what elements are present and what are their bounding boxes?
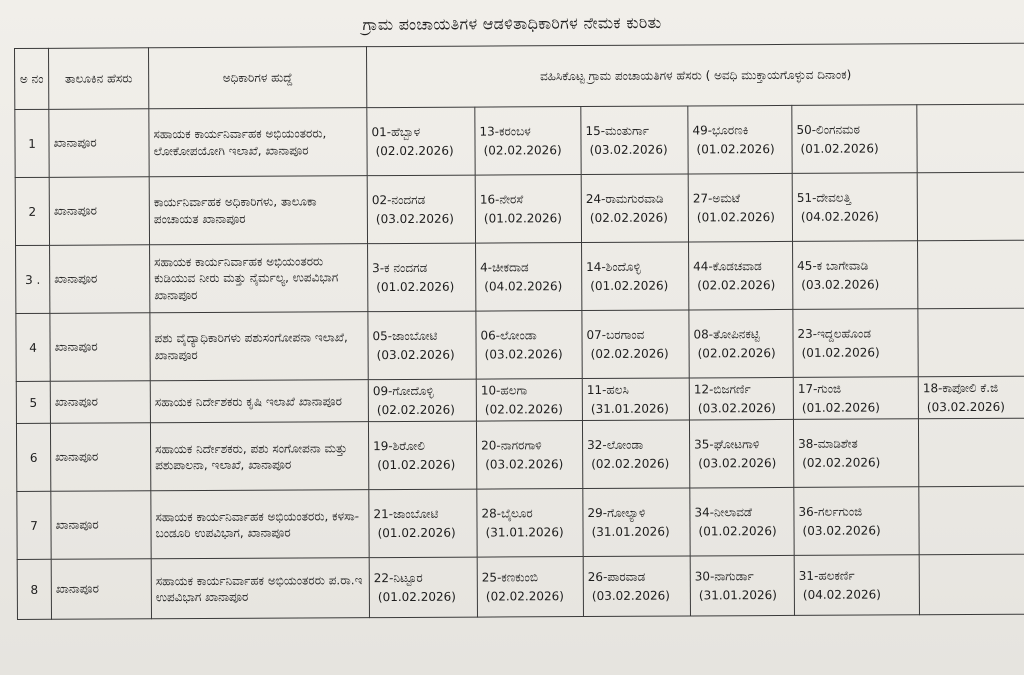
table-body (15, 104, 1024, 619)
term-end-date: (02.02.2026) (484, 401, 564, 417)
officer-post-cell: ಸಹಾಯಕ ಕಾರ್ಯನಿರ್ವಾಹಕ ಅಭಿಯಂತರರು, ಲೋಕೋಪಯೋಗಿ ಇಲಾಖೆ, ಖಾನಾಪೂರ (149, 108, 367, 177)
header-gram-panchayat-names: ವಹಿಸಿಕೊಟ್ಟ ಗ್ರಾಮ ಪಂಚಾಯತಿಗಳ ಹೆಸರು ( ಅವಧಿ ಮುಕ್ತಾಯಗೊಳ್ಳುವ ದಿನಾಂಕ) (366, 43, 1024, 107)
gram-panchayat-name: 36-ಗರ್ಲಗುಂಜಿ (798, 504, 863, 519)
officer-post-cell: ಸಹಾಯಕ ಕಾರ್ಯನಿರ್ವಾಹಕ ಅಭಿಯಂತರರು ಪ.ರಾ.ಇ ಉಪವಿಭಾಗ ಖಾನಾಪೂರ (151, 558, 369, 619)
gram-panchayat-name: 38-ಮಾಡಿಶೇತ (798, 436, 858, 451)
gram-panchayat-cell (793, 377, 918, 420)
gram-panchayat-name: 18-ಕಾಪೋಲಿ ಕೆ.ಜಿ (922, 380, 999, 396)
serial-number-cell: 7 (17, 492, 51, 560)
gram-panchayat-name: 20-ನಾಗರಗಾಳಿ (481, 438, 542, 453)
term-end-date: (01.02.2026) (698, 523, 777, 539)
gram-panchayat-cell (918, 418, 1024, 487)
term-end-date: (03.02.2026) (376, 347, 455, 362)
table-row (17, 554, 1024, 619)
table-row (15, 104, 1024, 177)
gram-panchayat-cell (369, 489, 477, 558)
term-end-date: (02.02.2026) (590, 346, 669, 361)
taluk-name-cell: ಖಾನಾಪೂರ (50, 313, 150, 382)
gram-panchayat-name: 05-ಜಾಂಬೋಟಿ (372, 328, 438, 344)
gram-panchayat-cell (477, 489, 583, 558)
gram-panchayat-name: 16-ನೇರಸೆ (479, 192, 524, 207)
gram-panchayat-cell (583, 488, 690, 557)
gram-panchayat-name: 21-ಜಾಂಬೋಟಿ (373, 506, 439, 522)
gram-panchayat-cell (918, 240, 1024, 309)
term-end-date: (02.02.2026) (802, 455, 881, 470)
term-end-date: (03.02.2026) (484, 346, 563, 362)
term-end-date: (02.02.2026) (591, 456, 670, 471)
gram-panchayat-cell (477, 557, 583, 618)
taluk-name-cell: ಖಾನಾಪೂರ (51, 559, 151, 620)
gram-panchayat-name: 13-ಕರಂಬಳ (479, 124, 531, 139)
term-end-date: (03.02.2026) (591, 588, 670, 603)
serial-number-cell: 2 (15, 177, 49, 245)
term-end-date: (01.02.2026) (696, 141, 775, 156)
term-end-date: (03.02.2026) (801, 276, 880, 292)
gram-panchayat-cell (690, 488, 794, 557)
gram-panchayat-cell (917, 104, 1024, 173)
gram-panchayat-name: 15-ಮಂತುರ್ಗಾ (585, 123, 649, 138)
term-end-date: (02.02.2026) (697, 277, 776, 292)
gram-panchayat-cell (476, 311, 582, 380)
gram-panchayat-name: 11-ಹಲಸಿ (586, 382, 629, 398)
gram-panchayat-cell (919, 486, 1024, 555)
gram-panchayat-cell (688, 173, 792, 242)
gram-panchayat-name: 14-ಶಿಂದೊಳ್ಳಿ (586, 259, 641, 274)
gram-panchayat-name: 27-ಅಮಟೆ (692, 191, 741, 206)
gram-panchayat-cell (369, 557, 477, 618)
gram-panchayat-name: 25-ಕಣಕುಂಬಿ (481, 570, 538, 585)
gram-panchayat-name: 08-ತೋಪಿನಕಟ್ಟಿ (693, 327, 760, 342)
gram-panchayat-cell (583, 556, 690, 617)
term-end-date: (01.02.2026) (800, 140, 879, 156)
gram-panchayat-cell (689, 309, 793, 378)
serial-number-cell: 6 (16, 424, 50, 492)
term-end-date: (01.02.2026) (377, 589, 456, 604)
term-end-date (923, 520, 1022, 521)
gram-panchayat-name: 29-ಗೋಲ್ಯಾಳಿ (587, 505, 646, 521)
term-end-date: (03.02.2026) (926, 399, 1006, 414)
gram-panchayat-cell (367, 175, 475, 244)
term-end-date: (04.02.2026) (484, 278, 563, 294)
gram-panchayat-cell (475, 175, 581, 244)
term-end-date: (01.02.2026) (696, 209, 776, 224)
gram-panchayat-cell (581, 106, 688, 175)
taluk-name-cell: ಖಾನಾಪೂರ (50, 245, 150, 314)
term-end-date (923, 342, 1022, 343)
gram-panchayat-name: 30-ನಾಗುರ್ಡಾ (694, 569, 754, 584)
gram-panchayat-name: 12-ಬಿಜಗರ್ಣಿ (693, 382, 751, 397)
gram-panchayat-cell (368, 379, 476, 422)
term-end-date: (01.02.2026) (590, 278, 669, 293)
gram-panchayat-name: 17-ಗುಂಜಿ (797, 381, 842, 396)
gram-panchayat-cell (582, 420, 689, 489)
officer-post-cell: ಸಹಾಯಕ ಕಾರ್ಯನಿರ್ವಾಹಕ ಅಭಿಯಂತರರು ಕುಡಿಯುವ ನೀರು ಮತ್ತು ನೈರ್ಮಲ್ಯ, ಉಪವಿಭಾಗ ಖಾನಾಪೂರ (150, 244, 368, 313)
table-row (16, 418, 1024, 491)
officer-post-cell: ಸಹಾಯಕ ನಿರ್ದೇಶಕರು, ಪಶು ಸಂಗೋಪನಾ ಮತ್ತು ಪಶುಪಾಲನಾ, ಇಲಾಖೆ, ಖಾನಾಪೂರ (150, 422, 368, 491)
gram-panchayat-cell (792, 173, 917, 242)
term-end-date: (31.01.2026) (698, 587, 777, 603)
header-serial-number: ಅ ನಂ (15, 48, 49, 109)
taluk-name-cell: ಖಾನಾಪೂರ (51, 491, 151, 560)
term-end-date (922, 206, 1021, 207)
gram-panchayat-cell (581, 174, 688, 243)
gram-panchayat-cell (689, 241, 793, 310)
term-end-date: (03.02.2026) (375, 211, 455, 226)
term-end-date: (01.02.2026) (377, 525, 456, 540)
gram-panchayat-cell (793, 419, 918, 488)
gram-panchayat-name: 3-ಕ ನಂದಗಡ (372, 260, 428, 276)
gram-panchayat-cell (689, 377, 793, 420)
gram-panchayat-name: 32-ಲೋಂಡಾ (587, 437, 644, 453)
term-end-date: (01.02.2026) (801, 344, 880, 360)
term-end-date: (03.02.2026) (802, 523, 881, 538)
term-end-date: (01.02.2026) (376, 279, 455, 294)
term-end-date (921, 138, 1020, 139)
term-end-date: (02.02.2026) (376, 402, 456, 417)
gram-panchayat-cell (476, 379, 582, 422)
term-end-date: (31.01.2026) (485, 524, 564, 540)
gram-panchayat-name: 35-ಘೋಟಗಾಳಿ (694, 437, 760, 452)
term-end-date: (03.02.2026) (697, 400, 777, 416)
term-end-date: (31.01.2026) (590, 401, 670, 416)
taluk-name-cell: ಖಾನಾಪೂರ (50, 423, 150, 492)
table-row (16, 240, 1024, 313)
term-end-date: (02.02.2026) (589, 210, 669, 225)
serial-number-cell: 1 (15, 109, 49, 177)
officer-post-cell: ಸಹಾಯಕ ನಿರ್ದೇಶಕರು ಕೃಷಿ ಇಲಾಖೆ ಖಾನಾಪೂರ (150, 380, 368, 423)
gram-panchayat-name: 06-ಲೋಂಡಾ (480, 328, 537, 343)
term-end-date: (02.02.2026) (375, 143, 454, 158)
serial-number-cell: 8 (17, 559, 51, 619)
term-end-date: (01.02.2026) (483, 210, 563, 226)
term-end-date (924, 584, 1023, 585)
gram-panchayat-cell (690, 556, 794, 617)
gram-panchayat-name: 07-ಬರಗಾಂವ (586, 327, 645, 342)
term-end-date: (03.02.2026) (485, 456, 564, 472)
term-end-date: (04.02.2026) (800, 208, 880, 224)
gram-panchayat-name: 34-ನೀಲಾವಡೆ (694, 505, 753, 520)
gram-panchayat-cell (919, 554, 1024, 615)
gram-panchayat-cell (368, 243, 476, 312)
serial-number-cell: 5 (16, 381, 50, 423)
table-row (16, 308, 1024, 381)
gram-panchayat-cell (793, 309, 918, 378)
term-end-date: (04.02.2026) (802, 587, 881, 602)
officer-appointment-table (14, 43, 1024, 620)
header-officer-post: ಅಧಿಕಾರಿಗಳ ಹುದ್ದೆ (149, 47, 367, 109)
table-row (17, 486, 1024, 559)
gram-panchayat-cell (582, 310, 689, 379)
table-row (15, 172, 1024, 245)
taluk-name-cell: ಖಾನಾಪೂರ (50, 381, 150, 424)
serial-number-cell: 3 . (16, 245, 50, 313)
term-end-date: (02.02.2026) (485, 588, 564, 604)
gram-panchayat-name: 23-ಇದ್ದಲಹೊಂಡ (797, 326, 871, 341)
gram-panchayat-cell (918, 376, 1024, 419)
gram-panchayat-cell (475, 107, 581, 176)
header-row (15, 43, 1024, 109)
officer-post-cell: ಪಶು ವೈದ್ಯಾಧಿಕಾರಿಗಳು ಪಶುಸಂಗೋಪನಾ ಇಲಾಖೆ, ಖಾನಾಪೂರ (150, 312, 368, 381)
gram-panchayat-name: 02-ನಂದಗಡ (371, 192, 426, 208)
term-end-date: (02.02.2026) (697, 345, 776, 360)
gram-panchayat-cell (368, 421, 476, 490)
gram-panchayat-cell (688, 105, 792, 174)
gram-panchayat-cell (367, 107, 475, 176)
gram-panchayat-name: 49-ಭೂರಣಕಿ (692, 123, 749, 138)
gram-panchayat-name: 51-ದೇವಲತ್ತಿ (796, 190, 851, 205)
officer-post-cell: ಸಹಾಯಕ ಕಾರ್ಯನಿರ್ವಾಹಕ ಅಭಿಯಂತರರು, ಕಳಸಾ-ಬಂಡೂರಿ ಉಪವಿಭಾಗ, ಖಾನಾಪೂರ (151, 490, 369, 559)
gram-panchayat-name: 19-ಶಿರೋಲಿ (373, 438, 425, 454)
term-end-date: (31.01.2026) (591, 524, 670, 539)
term-end-date: (01.02.2026) (377, 457, 456, 472)
gram-panchayat-name: 09-ಗೋದೊಳ್ಳಿ (372, 383, 434, 399)
gram-panchayat-name: 4-ಚೀಕದಾಡ (480, 260, 529, 275)
gram-panchayat-cell (918, 308, 1024, 377)
term-end-date (923, 452, 1022, 453)
gram-panchayat-cell (582, 378, 689, 421)
gram-panchayat-name: 22-ನಿಟ್ಟೂರ (373, 570, 423, 586)
table-row (16, 376, 1024, 423)
gram-panchayat-cell (476, 243, 582, 312)
term-end-date: (03.02.2026) (698, 455, 777, 471)
header-taluk-name: ತಾಲೂಕಿನ ಹೆಸರು (49, 48, 149, 110)
gram-panchayat-name: 24-ರಾಮಗುರವಾಡಿ (585, 191, 664, 206)
gram-panchayat-name: 44-ಕೊಡಚವಾಡ (693, 258, 762, 274)
taluk-name-cell: ಖಾನಾಪೂರ (49, 177, 149, 246)
gram-panchayat-name: 28-ಬೈಲೂರ (481, 506, 533, 521)
term-end-date: (02.02.2026) (483, 142, 562, 158)
gram-panchayat-name: 01-ಹೆಬ್ಬಾಳ (371, 124, 421, 140)
gram-panchayat-name: 31-ಹಲಕರ್ಣಿ (798, 568, 855, 583)
gram-panchayat-cell (792, 105, 917, 174)
gram-panchayat-cell (917, 172, 1024, 241)
document-title: ಗ್ರಾಮ ಪಂಚಾಯತಿಗಳ ಆಡಳಿತಾಧಿಕಾರಿಗಳ ನೇಮಕ ಕುರಿತು (362, 12, 662, 35)
gram-panchayat-name: 10-ಹಲಗಾ (480, 383, 528, 398)
serial-number-cell: 4 (16, 313, 50, 381)
gram-panchayat-cell (368, 311, 476, 380)
gram-panchayat-cell (689, 420, 793, 489)
gram-panchayat-cell (794, 555, 919, 616)
officer-post-cell: ಕಾರ್ಯನಿರ್ವಾಹಕ ಅಧಿಕಾರಿಗಳು, ತಾಲೂಕಾ ಪಂಚಾಯತ ಖಾನಾಪೂರ (149, 176, 367, 245)
gram-panchayat-name: 50-ಲಿಂಗನಮಠ (796, 122, 860, 137)
gram-panchayat-cell (476, 421, 582, 490)
term-end-date: (01.02.2026) (801, 400, 881, 415)
gram-panchayat-cell (793, 241, 918, 310)
gram-panchayat-name: 45-ಕ ಬಾಗೇವಾಡಿ (797, 258, 869, 273)
term-end-date (922, 274, 1021, 275)
gram-panchayat-name: 26-ಪಾರವಾಡ (587, 569, 646, 585)
gram-panchayat-cell (582, 242, 689, 311)
taluk-name-cell: ಖಾನಾಪೂರ (49, 109, 149, 178)
term-end-date: (03.02.2026) (589, 142, 668, 157)
gram-panchayat-cell (794, 487, 919, 556)
